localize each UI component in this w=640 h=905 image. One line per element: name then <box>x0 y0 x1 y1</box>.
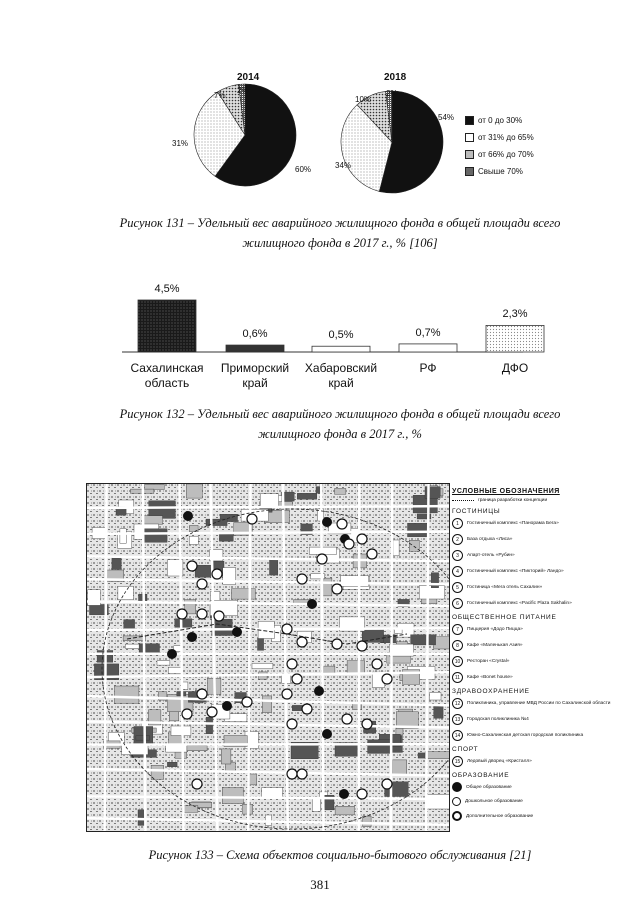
map-building <box>120 529 126 544</box>
map-building <box>262 788 283 798</box>
map-building <box>270 559 278 575</box>
black-dot-icon <box>452 782 462 792</box>
map-building <box>363 816 372 827</box>
pie-2018-label-10: 10% <box>355 95 372 104</box>
map-legend-item <box>452 550 612 561</box>
map-building <box>408 523 430 536</box>
numbered-circle-icon: 14 <box>452 730 463 741</box>
map-legend-item-label: Гостиничный комплекс «Пикторий» Ландо» <box>467 569 564 574</box>
map-legend-item <box>452 656 612 667</box>
map-legend-item <box>452 566 612 577</box>
pie-legend <box>465 116 534 184</box>
caption-132 <box>60 404 620 444</box>
map-building <box>206 717 213 733</box>
bar-category-label: область <box>144 376 190 390</box>
map-marker-preschool <box>372 659 382 669</box>
map-building <box>167 762 177 767</box>
map-building <box>252 663 273 668</box>
caption-131 <box>60 213 620 253</box>
bar-mark <box>138 300 196 352</box>
map-legend-item <box>452 782 612 792</box>
map-building <box>297 493 316 499</box>
map-legend-item <box>452 598 612 609</box>
map-legend-item <box>452 714 612 725</box>
map-legend-item-label: Поликлиника, управление МВД России по Сахалинской области <box>467 701 611 706</box>
numbered-circle-icon: 15 <box>452 756 463 767</box>
map-legend-item <box>452 730 612 741</box>
bar-category-label: край <box>242 376 268 390</box>
numbered-circle-icon: 10 <box>452 656 463 667</box>
map-building <box>430 693 442 700</box>
map-building <box>409 540 419 551</box>
map-building <box>222 788 243 804</box>
map-marker-preschool <box>197 689 207 699</box>
map-building <box>143 529 167 542</box>
bar-value-label: 4,5% <box>154 283 180 295</box>
bar-category-label: Хабаровский <box>304 361 378 375</box>
map-legend-item <box>452 672 612 683</box>
map-marker-preschool <box>212 569 222 579</box>
map-legend-section-title: ЗДРАВООХРАНЕНИЕ <box>452 688 530 695</box>
map-marker-school <box>222 701 232 711</box>
map-legend-item-label: Городская поликлиника №4 <box>467 717 529 722</box>
map-legend-item-label: База отдыха «Лиса» <box>467 537 513 542</box>
map-legend-section-title: СПОРТ <box>452 746 479 753</box>
map-marker-preschool <box>357 789 367 799</box>
bar-mark <box>486 325 544 352</box>
numbered-circle-icon: 5 <box>452 582 463 593</box>
map-building <box>168 667 181 673</box>
map-legend-item <box>452 534 612 545</box>
map-marker-preschool <box>247 514 257 524</box>
map-legend-item <box>452 640 612 651</box>
map-marker-preschool <box>342 714 352 724</box>
bar-category-label: Сахалинская <box>130 361 204 375</box>
map-building <box>335 806 354 815</box>
map-building <box>195 565 213 577</box>
map-legend-section <box>452 614 612 683</box>
map-legend-section-title: ГОСТИНИЦЫ <box>452 508 501 515</box>
map-building <box>392 760 406 775</box>
map-building <box>341 576 369 587</box>
pie-2014-label-31: 31% <box>172 139 189 148</box>
map-legend-item-label: Гостиничный комплекс «Pacific Plaza Sakhalin» <box>467 601 572 606</box>
map-legend-item <box>452 624 612 635</box>
map-marker-preschool <box>362 719 372 729</box>
legend-label: от 66% до 70% <box>478 150 534 159</box>
pie-2018-label-34: 34% <box>335 161 352 170</box>
map-legend-item <box>452 797 612 806</box>
map-building <box>144 516 163 525</box>
map-legend-item-label: Общее образование <box>466 784 512 790</box>
map-marker-preschool <box>344 539 354 549</box>
map-marker-preschool <box>297 769 307 779</box>
map-marker-school <box>322 517 332 527</box>
map-marker-preschool <box>282 624 292 634</box>
caption-132-line1: Рисунок 132 – Удельный вес аварийного жилищного фонда в общей площади всего <box>119 407 561 421</box>
numbered-circle-icon: 12 <box>452 698 463 709</box>
bar-mark <box>312 346 370 352</box>
map-legend-item-label: Кафе «Bonet house» <box>467 675 513 680</box>
map-marker-preschool <box>382 674 392 684</box>
pie-2018-label-2: 2% <box>386 89 398 98</box>
map-building <box>151 765 163 779</box>
map-building <box>425 752 449 759</box>
map-building <box>393 540 399 556</box>
map-legend-section <box>452 746 612 767</box>
map-marker-preschool <box>287 769 297 779</box>
map-building <box>262 696 271 713</box>
legend-swatch <box>465 116 474 125</box>
map-marker-preschool <box>287 719 297 729</box>
map-building <box>324 666 335 673</box>
bar-value-label: 0,6% <box>242 328 268 341</box>
map-legend-item-label: Гостиничный комплекс «Панорама Бега» <box>467 521 559 526</box>
map-marker-preschool <box>357 534 367 544</box>
map-marker-preschool <box>297 574 307 584</box>
map-marker-preschool <box>182 709 192 719</box>
map-building <box>134 727 153 745</box>
map-building <box>258 638 264 651</box>
map-building <box>434 637 449 649</box>
map-building <box>347 661 365 674</box>
map-marker-preschool <box>302 704 312 714</box>
numbered-circle-icon: 11 <box>452 672 463 683</box>
map-marker-school <box>167 649 177 659</box>
map-marker-preschool <box>317 554 327 564</box>
legend-label: от 0 до 30% <box>478 116 523 125</box>
numbered-circle-icon: 3 <box>452 550 463 561</box>
page-number: 381 <box>310 877 330 892</box>
map-marker-preschool <box>332 584 342 594</box>
map-building <box>426 795 449 810</box>
map-legend-item <box>452 756 612 767</box>
map-building <box>157 661 170 665</box>
legend-swatch <box>465 167 474 176</box>
map-marker-preschool <box>382 779 392 789</box>
numbered-circle-icon: 6 <box>452 598 463 609</box>
map-legend-item-label: Дополнительное образование <box>466 813 534 819</box>
map-legend-section-title: ОБРАЗОВАНИЕ <box>452 772 510 779</box>
map-building <box>186 484 202 498</box>
pie-title-2014: 2014 <box>237 72 260 83</box>
bar-category-label: край <box>328 376 354 390</box>
bar-category <box>206 361 304 391</box>
map-marker-preschool <box>197 609 207 619</box>
map-building <box>368 740 392 754</box>
map-marker-preschool <box>207 707 217 717</box>
bar-category <box>118 361 216 391</box>
numbered-circle-icon: 8 <box>452 640 463 651</box>
map-building <box>231 589 255 599</box>
numbered-circle-icon: 7 <box>452 624 463 635</box>
map-marker-school <box>187 632 197 642</box>
map-building <box>434 705 443 719</box>
map-marker-preschool <box>197 579 207 589</box>
map-building <box>187 746 208 751</box>
numbered-circle-icon: 2 <box>452 534 463 545</box>
white-dot-icon <box>452 797 461 806</box>
map-marker-school <box>183 511 193 521</box>
pie-2014-label-7: 7% <box>214 91 226 100</box>
map-building <box>312 799 320 812</box>
map-building <box>124 620 135 630</box>
legend-swatch <box>465 150 474 159</box>
bar-category <box>466 361 564 376</box>
caption-131-line1: Рисунок 131 – Удельный вес аварийного жилищного фонда в общей площади всего <box>119 216 561 230</box>
map-legend-section <box>452 772 612 821</box>
boundary-line-icon <box>452 500 474 501</box>
map-marker-preschool <box>192 779 202 789</box>
map-marker-preschool <box>297 637 307 647</box>
map-legend-section <box>452 688 612 741</box>
numbered-circle-icon: 13 <box>452 714 463 725</box>
map-building <box>212 619 233 635</box>
bar-category <box>292 361 390 391</box>
map-legend-item <box>452 698 612 709</box>
map-legend-item-label: Пиццерия «Додо Пицца» <box>467 627 523 632</box>
map-building <box>411 635 436 645</box>
map-marker-preschool <box>187 561 197 571</box>
pie-2014-label-60: 60% <box>295 165 312 174</box>
map-legend-item-label: Кафе «Маленькая Азия» <box>467 643 523 648</box>
map-building <box>136 736 150 740</box>
map-building <box>125 644 140 648</box>
map-building <box>171 726 191 736</box>
map-legend-item-label: Ресторан «Crystal» <box>467 659 510 664</box>
bar-category-label: РФ <box>419 361 437 375</box>
map-marker-preschool <box>177 609 187 619</box>
map-marker-school <box>339 789 349 799</box>
ring-dot-icon <box>452 811 462 821</box>
legend-label: от 31% до 65% <box>478 133 534 142</box>
map-street <box>391 484 392 831</box>
map-building <box>114 686 138 703</box>
caption-131-line2: жилищного фонда в 2017 г., % [106] <box>242 236 438 250</box>
legend-item <box>465 133 534 142</box>
map-building <box>322 578 332 596</box>
map-building <box>219 534 233 542</box>
pie-2014 <box>194 84 296 186</box>
map-marker-school <box>314 686 324 696</box>
map-legend-item-label: Южно-Сахалинская детская городская поликлиника <box>467 733 584 738</box>
map-legend-section-title: ОБЩЕСТВЕННОЕ ПИТАНИЕ <box>452 614 557 621</box>
pie-title-2018: 2018 <box>384 72 407 83</box>
map-building <box>145 484 165 489</box>
map-legend-boundary <box>452 498 612 503</box>
map-marker-school <box>307 599 317 609</box>
map-marker-preschool <box>287 659 297 669</box>
map-legend-boundary-label: граница разработки концепции <box>478 498 548 503</box>
map-legend-item-label: Гостиница «Мега отель Сахалин» <box>467 585 543 590</box>
map-marker-preschool <box>292 674 302 684</box>
map-marker-preschool <box>282 689 292 699</box>
bar-mark <box>226 345 284 352</box>
map-legend-item <box>452 811 612 821</box>
map-legend-title: УСЛОВНЫЕ ОБОЗНАЧЕНИЯ <box>452 488 560 495</box>
legend-label: Свыше 70% <box>478 167 523 176</box>
numbered-circle-icon: 4 <box>452 566 463 577</box>
caption-132-line2: жилищного фонда в 2017 г., % <box>258 427 422 441</box>
pie-2014-label-2: 2% <box>237 86 249 95</box>
map-building <box>221 749 231 764</box>
bar-category-label: ДФО <box>501 361 529 375</box>
map-image <box>86 483 450 832</box>
map-legend-item <box>452 582 612 593</box>
numbered-circle-icon: 1 <box>452 518 463 529</box>
map-building <box>175 619 192 628</box>
bar-category <box>379 361 477 376</box>
map-legend-item-label: Ледовый дворец «Кристалл» <box>467 759 532 764</box>
map-marker-preschool <box>357 641 367 651</box>
map-legend-item <box>452 518 612 529</box>
map-building <box>189 536 198 544</box>
legend-item <box>465 167 534 176</box>
map-legend <box>452 488 612 826</box>
map-legend-item-label: Дошкольное образование <box>465 799 523 804</box>
map-building <box>112 558 121 569</box>
pie-2018 <box>341 91 443 193</box>
map-building <box>118 586 133 599</box>
map-marker-preschool <box>214 611 224 621</box>
map-marker-preschool <box>332 639 342 649</box>
pie-charts <box>0 0 640 210</box>
legend-item <box>465 116 534 125</box>
bar-mark <box>399 344 457 352</box>
bar-category-label: Приморский <box>220 361 290 375</box>
map-building <box>260 494 278 508</box>
bar-value-label: 2,3% <box>502 308 528 321</box>
map-legend-section <box>452 508 612 609</box>
caption-133: Рисунок 133 – Схема объектов социально-бытового обслуживания [21] <box>148 848 532 862</box>
pie-2018-label-54: 54% <box>438 113 455 122</box>
map-drawing <box>87 484 449 831</box>
map-marker-preschool <box>242 697 252 707</box>
map-marker-preschool <box>367 549 377 559</box>
map-building <box>335 489 346 495</box>
map-marker-school <box>232 627 242 637</box>
map-legend-item-label: Апарт-отель «Рубин» <box>467 553 515 558</box>
map-building <box>88 590 101 606</box>
bar-value-label: 0,5% <box>328 329 354 342</box>
bar-value-label: 0,7% <box>415 326 441 339</box>
map-street <box>87 628 449 630</box>
map-marker-preschool <box>337 519 347 529</box>
legend-item <box>465 150 534 159</box>
map-marker-school <box>322 729 332 739</box>
legend-swatch <box>465 133 474 142</box>
